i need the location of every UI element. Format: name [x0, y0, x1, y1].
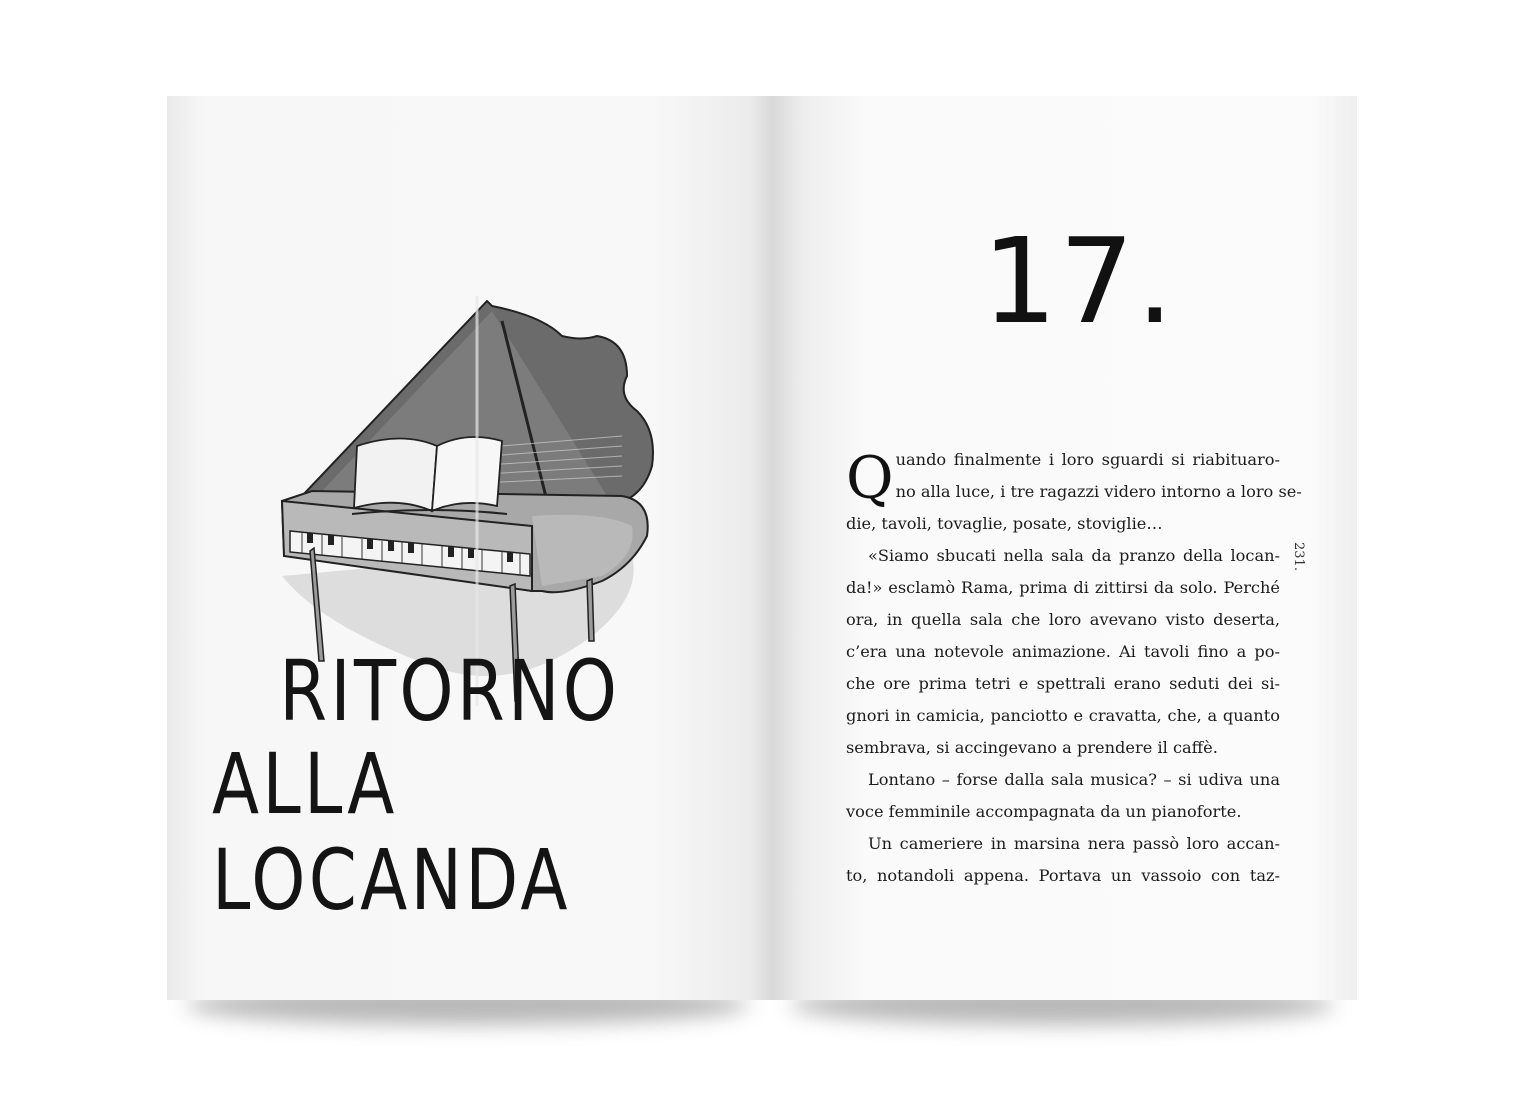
text-line: che ore prima tetri e spettrali erano seduti dei si-: [846, 674, 1280, 693]
text-line: Un cameriere in marsina nera passò loro accan-: [868, 834, 1280, 853]
text-line: Lontano – forse dalla sala musica? – si udiva una: [868, 770, 1280, 789]
text-line: sembrava, si accingevano a prendere il caffè.: [846, 738, 1218, 757]
text-line: to, notandoli appena. Portava un vassoio con taz-: [846, 866, 1280, 885]
chapter-title-line1: RITORNO: [279, 642, 621, 740]
chapter-title: [212, 642, 638, 929]
text-line: c’era una notevole animazione. Ai tavoli fino a po-: [846, 642, 1280, 661]
text-line: «Siamo sbucati nella sala da pranzo della locan-: [868, 546, 1280, 565]
chapter-number: 17.: [982, 212, 1176, 350]
right-page: [772, 96, 1357, 1000]
grand-piano-illustration: [262, 196, 682, 716]
left-page: [167, 96, 772, 1000]
page-number: 231.: [1291, 542, 1306, 571]
text-line: uando finalmente i loro sguardi si riabituaro-: [895, 450, 1280, 469]
drop-cap: Q: [846, 444, 894, 512]
text-line: gnori in camicia, panciotto e cravatta, che, a quanto: [846, 706, 1280, 725]
text-line: da!» esclamò Rama, prima di zittirsi da solo. Perché: [846, 578, 1280, 597]
text-line: voce femminile accompagnata da un pianoforte.: [846, 802, 1242, 821]
chapter-title-line2: ALLA LOCANDA: [212, 735, 571, 929]
text-line: die, tavoli, tovaglie, posate, stoviglie…: [846, 514, 1163, 533]
text-line: no alla luce, i tre ragazzi videro intorno a loro se-: [895, 482, 1302, 501]
text-line: ora, in quella sala che loro avevano visto deserta,: [846, 610, 1280, 629]
